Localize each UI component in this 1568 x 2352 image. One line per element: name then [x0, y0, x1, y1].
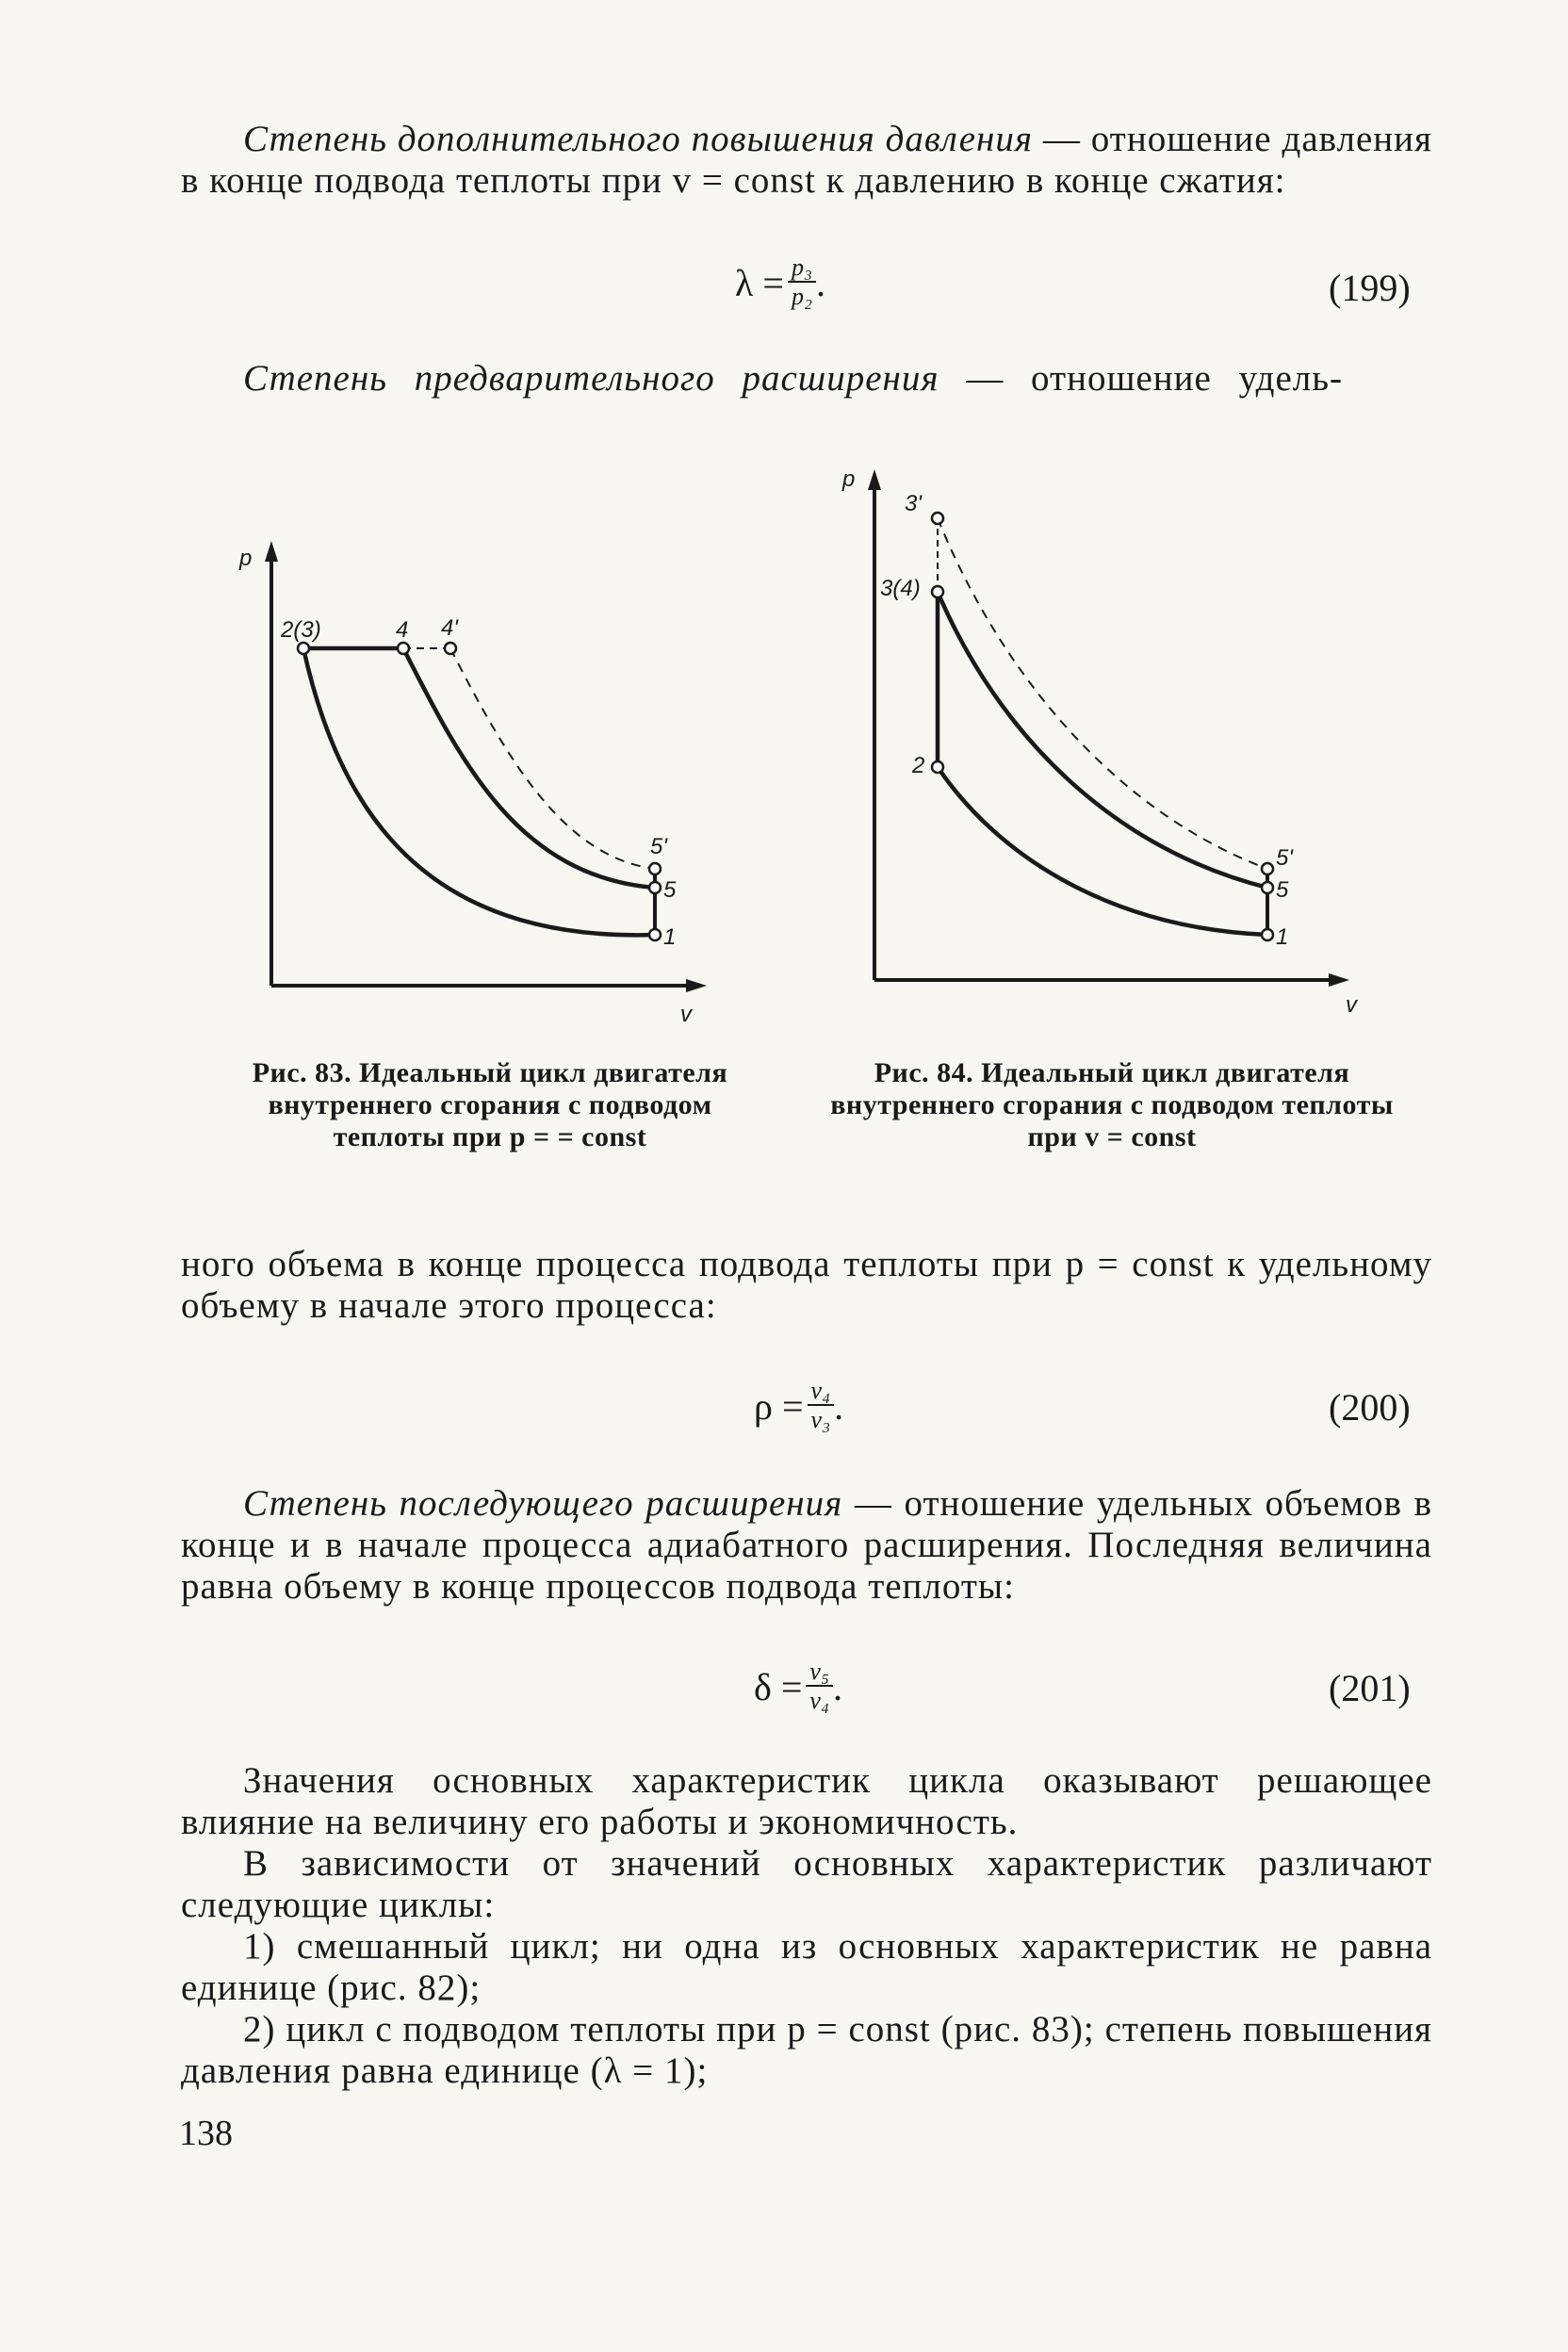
equation-200 — [754, 1378, 843, 1434]
term-post-expansion: Степень последующего расширения — [243, 1483, 843, 1524]
fig84-y-arrow — [868, 469, 881, 490]
eq201-fraction — [806, 1658, 833, 1715]
fig83-compression-curve — [303, 648, 655, 935]
text-pre-expansion: — отношение удель- — [939, 358, 1344, 399]
fig84-axis-v: v — [1346, 992, 1357, 1018]
eq199-denominator: p₂ — [791, 283, 812, 310]
fig83-axis-v: v — [680, 1002, 692, 1027]
fig84-expansion-dashed — [938, 518, 1267, 869]
equation-199 — [735, 254, 825, 311]
fig84-point-2 — [932, 761, 943, 773]
paragraph-dependence: В зависимости от значений основных характеристик различают следующие циклы: — [181, 1843, 1432, 1925]
fig84-compression-curve — [938, 767, 1267, 935]
fig83-point-4 — [398, 643, 409, 654]
list-item-1: 1) смешанный цикл; ни одна из основных характеристик не равна единице (рис. 82); — [181, 1926, 1432, 2008]
list-item-2: 2) цикл с подводом теплоты при p = const (рис. 83); степень повышения давления равна единице (λ = 1); — [181, 2009, 1432, 2091]
eq200-denominator: v₃ — [810, 1406, 831, 1433]
eq201-dot: . — [833, 1665, 842, 1708]
paragraph-values: Значения основных характеристик цикла оказывают решающее влияние на величину его работы и экономичность. — [181, 1760, 1432, 1842]
fig84-label-1: 1 — [1276, 924, 1289, 950]
fig83-label-5: 5 — [663, 877, 677, 903]
fig84-label-3-4: 3(4) — [880, 576, 921, 601]
eq199-numerator: p₃ — [788, 254, 816, 283]
fig84-point-1 — [1262, 929, 1273, 940]
page-number: 138 — [179, 2114, 233, 2153]
fig84-label-5prime: 5' — [1276, 845, 1293, 871]
fig83-label-4prime: 4' — [441, 615, 458, 641]
fig83-y-arrow — [265, 541, 278, 562]
figure-84-diagram — [829, 452, 1376, 1018]
fig83-point-2-3 — [298, 643, 309, 654]
text-pressure-ratio: — отношение давления в конце подвода теплоты при v = const к давлению в конце сжатия: — [181, 119, 1432, 201]
fig83-label-4: 4 — [396, 617, 409, 643]
fig83-label-5prime: 5' — [650, 834, 667, 859]
fig84-point-5prime — [1262, 863, 1273, 874]
fig83-label-2-3: 2(3) — [281, 617, 321, 643]
paragraph-continuation: ного объема в конце процесса подвода теплоты при p = const к удельному объему в начале этого процесса: — [181, 1244, 1432, 1326]
fig83-point-1 — [649, 929, 661, 940]
fig83-expansion-curve — [403, 648, 655, 888]
figure-83-diagram — [217, 528, 763, 1037]
paragraph-post-expansion — [181, 1483, 1432, 1608]
eq200-number: (200) — [1329, 1386, 1411, 1429]
fig84-point-5 — [1262, 882, 1273, 893]
eq199-lhs: λ = — [735, 261, 784, 304]
term-pre-expansion: Степень предварительного расширения — [243, 358, 939, 399]
eq201-denominator: v₄ — [809, 1687, 829, 1714]
fig83-point-5prime — [649, 863, 661, 874]
figure-83-caption: Рис. 83. Идеальный цикл двигателя внутреннего сгорания с подводом теплоты при p = = const — [252, 1057, 728, 1152]
fig83-x-arrow — [686, 979, 707, 992]
fig83-label-1: 1 — [663, 924, 677, 950]
fig84-axis-p: p — [842, 466, 856, 492]
fig83-expansion-dashed — [450, 648, 655, 869]
figure-84 — [829, 452, 1376, 1018]
fig84-label-3prime: 3' — [905, 491, 922, 516]
eq199-fraction — [788, 254, 816, 311]
figure-84-caption: Рис. 84. Идеальный цикл двигателя внутреннего сгорания с подводом теплоты при v = const — [830, 1057, 1394, 1152]
fig84-label-5: 5 — [1276, 877, 1289, 903]
fig84-expansion-curve — [938, 592, 1267, 888]
paragraph-pre-expansion — [181, 358, 1432, 400]
term-pressure-ratio: Степень дополнительного повышения давления — [243, 119, 1034, 159]
eq200-fraction — [808, 1378, 835, 1434]
eq200-numerator: v₄ — [808, 1378, 835, 1406]
eq201-number: (201) — [1329, 1667, 1411, 1709]
fig84-point-3prime — [932, 513, 943, 524]
eq200-lhs: ρ = — [754, 1384, 804, 1428]
fig83-point-4prime — [445, 643, 456, 654]
equation-201 — [754, 1658, 842, 1715]
fig84-label-2: 2 — [912, 753, 925, 778]
text-post-expansion: — отношение удельных объемов в конце и в начале процесса адиабатного расширения. Последняя величина равна объему в конце процессов подвода теплоты: — [181, 1483, 1433, 1607]
figure-83 — [217, 528, 763, 1037]
eq200-dot: . — [834, 1384, 844, 1428]
fig84-x-arrow — [1329, 973, 1349, 987]
paragraph-pressure-ratio — [181, 119, 1432, 202]
fig83-point-5 — [649, 882, 661, 893]
fig84-point-3-4 — [932, 586, 943, 597]
eq199-dot: . — [816, 261, 825, 304]
fig83-axis-p: p — [239, 546, 253, 571]
eq201-numerator: v₅ — [806, 1658, 833, 1687]
eq199-number: (199) — [1329, 267, 1411, 309]
eq201-lhs: δ = — [754, 1665, 803, 1708]
